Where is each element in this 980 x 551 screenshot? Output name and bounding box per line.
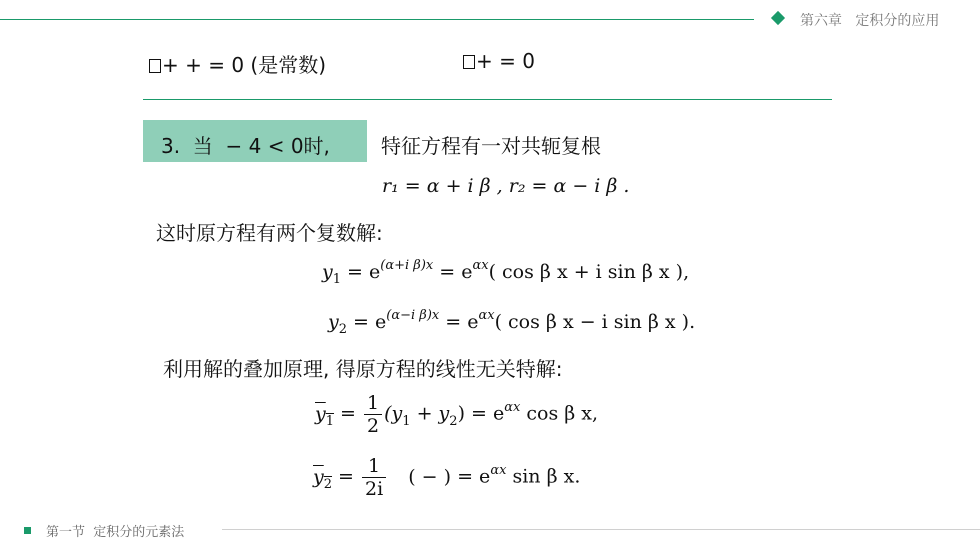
s2-rhs: = e	[451, 465, 491, 488]
s2-num: 1	[368, 455, 381, 477]
y2-mid: = e	[347, 311, 387, 333]
y1-sub: 1	[332, 272, 342, 287]
y2-tail: ( cos β x − i sin β x ).	[494, 311, 696, 333]
special-solution-2: $y_2$ = $\frac{1}{2i}$ ( − ) = $e^{\alpha x}$ sin β x.	[313, 455, 581, 500]
section-divider	[143, 99, 832, 100]
s2-tail: sin β x.	[506, 465, 581, 488]
y2-exp2: αx	[478, 308, 495, 323]
top-equation-left	[148, 49, 326, 78]
roots-equation: r₁ = α + i β , r₂ = α − i β .	[382, 175, 630, 197]
s1-mid3: ) = e	[457, 402, 505, 425]
y2-exp: (α−i β)x	[386, 308, 440, 323]
y2-rhs: = e	[439, 311, 479, 333]
placeholder-box-icon	[463, 55, 475, 69]
s1-var: y	[315, 402, 326, 425]
case3-intro: 特征方程有一对共轭复根	[381, 134, 601, 158]
inverse-2i-fraction	[362, 455, 386, 500]
s2-var: y	[313, 465, 324, 488]
case3-label: 3. 当 − 4 < 0时,	[161, 134, 330, 158]
footer-title: 第一节 定积分的元素法	[46, 525, 185, 540]
y2-sub: 2	[338, 322, 348, 337]
y1-exp2: αx	[472, 258, 489, 273]
y1-var: y	[322, 261, 333, 283]
y1-exp: (α+i β)x	[380, 258, 434, 273]
placeholder-box-icon	[149, 59, 161, 73]
y2-equation	[328, 308, 696, 337]
y1-rhs: = e	[433, 261, 473, 283]
s1-mid2: + y	[410, 402, 450, 425]
header-rule	[0, 19, 754, 20]
footer-rule	[222, 529, 980, 530]
y1-mid: = e	[341, 261, 381, 283]
s1-exp: αx	[504, 399, 521, 415]
s1-sub: 1	[325, 413, 335, 429]
two-complex-text: 这时原方程有两个复数解:	[156, 221, 383, 245]
s1-mid: (y	[384, 402, 403, 425]
chapter-title: 第六章 定积分的应用	[800, 13, 940, 29]
y1-equation	[322, 258, 690, 287]
s1-den: 2	[364, 414, 382, 437]
y1-bar	[315, 402, 335, 429]
s1-mid-sub1: 1	[402, 413, 411, 429]
s1-num: 1	[367, 392, 380, 414]
superposition-text: 利用解的叠加原理, 得原方程的线性无关特解:	[163, 357, 563, 381]
s2-den: 2i	[362, 477, 386, 500]
square-icon	[24, 527, 31, 534]
s2-sub: 2	[323, 476, 333, 492]
s1-mid-sub2: 2	[449, 413, 458, 429]
special-solution-1: $y_1$ = $\frac{1}{2}$ $(y_1 + y_2) = e^{\alpha x}$ cos β x,	[315, 392, 599, 437]
s2-exp: αx	[490, 462, 507, 478]
top-equation-right	[462, 49, 535, 73]
s2-mid: ( − )	[408, 465, 452, 488]
top-right-text: + = 0	[476, 49, 535, 73]
diamond-icon	[771, 11, 785, 25]
y2-bar	[313, 465, 333, 492]
y1-tail: ( cos β x + i sin β x ),	[488, 261, 690, 283]
top-left-text: + + = 0 (是常数)	[162, 53, 327, 77]
half-fraction	[364, 392, 382, 437]
y2-var: y	[328, 311, 339, 333]
s1-tail: cos β x,	[520, 402, 599, 425]
